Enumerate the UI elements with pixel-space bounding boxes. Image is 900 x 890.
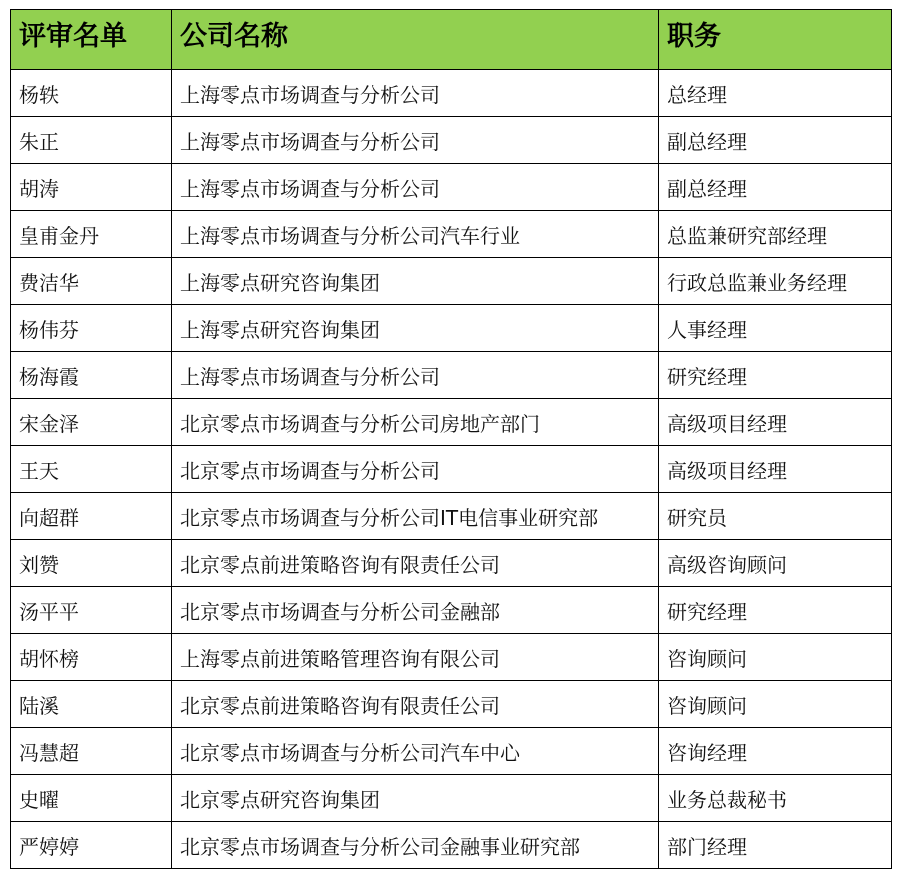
name-cell: 胡涛 [11,164,172,211]
table-row [11,634,892,681]
header-position: 职务 [659,10,892,70]
table-row [11,399,892,446]
table-row [11,587,892,634]
table-row [11,728,892,775]
name-cell: 杨伟芬 [11,305,172,352]
name-cell: 冯慧超 [11,728,172,775]
name-cell: 王天 [11,446,172,493]
table-row [11,775,892,822]
name-cell: 严婷婷 [11,822,172,869]
table-row [11,446,892,493]
position-cell: 总监兼研究部经理 [659,211,892,258]
table-row [11,352,892,399]
company-cell: 北京零点市场调查与分析公司IT电信事业研究部 [172,493,659,540]
position-cell: 咨询顾问 [659,634,892,681]
position-cell: 业务总裁秘书 [659,775,892,822]
company-cell: 上海零点市场调查与分析公司 [172,164,659,211]
name-cell: 皇甫金丹 [11,211,172,258]
table-row [11,822,892,869]
table-row [11,540,892,587]
company-cell: 上海零点市场调查与分析公司 [172,117,659,164]
name-cell: 杨轶 [11,70,172,117]
company-cell: 北京零点研究咨询集团 [172,775,659,822]
position-cell: 人事经理 [659,305,892,352]
company-cell: 北京零点前进策略咨询有限责任公司 [172,540,659,587]
header-company-name: 公司名称 [172,10,659,70]
position-cell: 高级咨询顾问 [659,540,892,587]
position-cell: 部门经理 [659,822,892,869]
table-body [11,10,892,869]
position-cell: 行政总监兼业务经理 [659,258,892,305]
table-row [11,117,892,164]
name-cell: 刘赞 [11,540,172,587]
name-cell: 宋金泽 [11,399,172,446]
company-cell: 上海零点前进策略管理咨询有限公司 [172,634,659,681]
table-row [11,493,892,540]
company-cell: 上海零点市场调查与分析公司汽车行业 [172,211,659,258]
company-cell: 北京零点市场调查与分析公司 [172,446,659,493]
position-cell: 咨询顾问 [659,681,892,728]
header-reviewer-list: 评审名单 [11,10,172,70]
name-cell: 杨海霞 [11,352,172,399]
name-cell: 史曜 [11,775,172,822]
table-row [11,681,892,728]
company-cell: 北京零点市场调查与分析公司金融事业研究部 [172,822,659,869]
company-cell: 北京零点前进策略咨询有限责任公司 [172,681,659,728]
position-cell: 咨询经理 [659,728,892,775]
company-cell: 上海零点市场调查与分析公司 [172,70,659,117]
position-cell: 总经理 [659,70,892,117]
position-cell: 副总经理 [659,117,892,164]
position-cell: 副总经理 [659,164,892,211]
name-cell: 朱正 [11,117,172,164]
position-cell: 研究经理 [659,352,892,399]
name-cell: 汤平平 [11,587,172,634]
company-cell: 北京零点市场调查与分析公司金融部 [172,587,659,634]
header-row [11,10,892,70]
company-cell: 北京零点市场调查与分析公司汽车中心 [172,728,659,775]
company-cell: 北京零点市场调查与分析公司房地产部门 [172,399,659,446]
name-cell: 胡怀榜 [11,634,172,681]
company-cell: 上海零点研究咨询集团 [172,305,659,352]
company-cell: 上海零点研究咨询集团 [172,258,659,305]
table-row [11,211,892,258]
position-cell: 高级项目经理 [659,399,892,446]
table-row [11,305,892,352]
reviewer-table [10,9,892,869]
position-cell: 研究经理 [659,587,892,634]
position-cell: 研究员 [659,493,892,540]
table-row [11,164,892,211]
table-row [11,70,892,117]
name-cell: 向超群 [11,493,172,540]
name-cell: 费洁华 [11,258,172,305]
name-cell: 陆溪 [11,681,172,728]
position-cell: 高级项目经理 [659,446,892,493]
company-cell: 上海零点市场调查与分析公司 [172,352,659,399]
table-row [11,258,892,305]
